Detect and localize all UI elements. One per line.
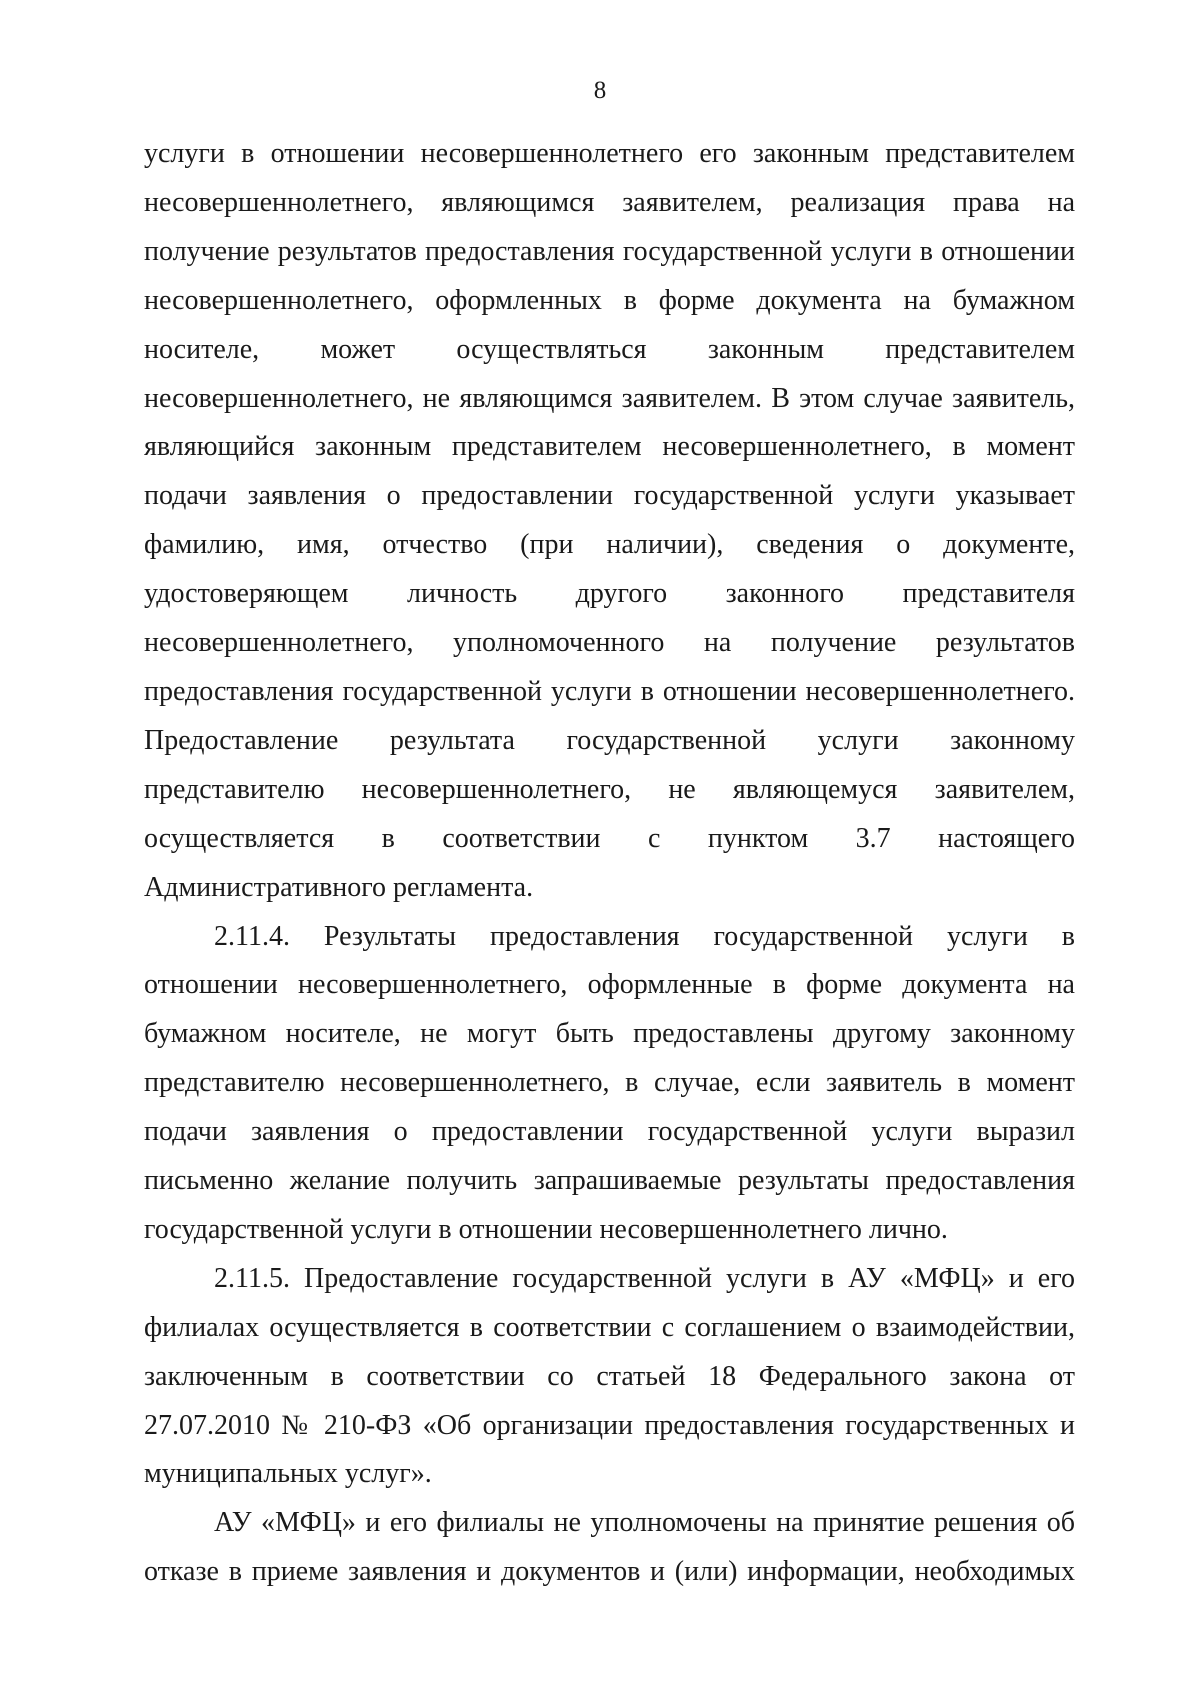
text-line: осуществляется в соответствии с пунктом 3.7 настоящего (144, 822, 1075, 854)
text-line: 2.11.5. Предоставление государственной услуги в АУ «МФЦ» и его (214, 1262, 1075, 1294)
text-line: несовершеннолетнего, являющимся заявителем, реализация права на (144, 186, 1075, 218)
paragraph-continuation (144, 130, 1075, 913)
text-line: отношении несовершеннолетнего, оформленные в форме документа на (144, 969, 1075, 1001)
paragraph-mfc (144, 1499, 1075, 1597)
text-line: услуги в отношении несовершеннолетнего его законным представителем (144, 138, 1075, 169)
text-line-first (144, 913, 1075, 962)
text-line: предоставления государственной услуги в отношении несовершеннолетнего. (144, 675, 1075, 707)
text-line: подачи заявления о предоставлении государственной услуги указывает (144, 480, 1075, 512)
text-line: 27.07.2010 № 210-ФЗ «Об организации предоставления государственных и (144, 1409, 1075, 1441)
text-line: представителю несовершеннолетнего, в случае, если заявитель в момент (144, 1067, 1075, 1099)
text-line: муниципальных услуг». (144, 1458, 432, 1490)
text-line: несовершеннолетнего, не являющимся заявителем. В этом случае заявитель, (144, 382, 1075, 414)
paragraph-2-11-4 (144, 913, 1075, 1255)
text-line: Предоставление результата государственной услуги законному (144, 724, 1075, 756)
text-line: 2.11.4. Результаты предоставления государственной услуги в (214, 920, 1075, 952)
text-line: получение результатов предоставления государственной услуги в отношении (144, 235, 1075, 267)
text-line: фамилию, имя, отчество (при наличии), сведения о документе, (144, 529, 1075, 561)
text-line: АУ «МФЦ» и его филиалы не уполномочены на принятие решения об (214, 1507, 1075, 1539)
paragraph-2-11-5 (144, 1255, 1075, 1500)
text-line: несовершеннолетнего, оформленных в форме документа на бумажном (144, 284, 1075, 316)
text-line: несовершеннолетнего, уполномоченного на получение результатов (144, 627, 1075, 659)
text-line: являющийся законным представителем несовершеннолетнего, в момент (144, 431, 1075, 463)
text-line: отказе в приеме заявления и документов и (или) информации, необходимых (144, 1556, 1075, 1588)
document-body (144, 130, 1075, 1597)
text-line: удостоверяющем личность другого законного представителя (144, 578, 1075, 610)
text-line: заключенным в соответствии со статьей 18 Федерального закона от (144, 1360, 1075, 1392)
text-line: подачи заявления о предоставлении государственной услуги выразил (144, 1116, 1075, 1148)
text-line: носителе, может осуществляться законным представителем (144, 333, 1075, 365)
text-line: государственной услуги в отношении несовершеннолетнего лично. (144, 1213, 948, 1245)
text-line: представителю несовершеннолетнего, не являющемуся заявителем, (144, 773, 1075, 805)
text-line-first (144, 1255, 1075, 1304)
text-line: Административного регламента. (144, 871, 534, 903)
page-number: 8 (593, 77, 607, 104)
text-line: бумажном носителе, не могут быть предоставлены другому законному (144, 1018, 1075, 1050)
text-line: филиалах осуществляется в соответствии с соглашением о взаимодействии, (144, 1311, 1075, 1343)
text-line: письменно желание получить запрашиваемые результаты предоставления (144, 1165, 1075, 1197)
text-line-first (144, 1499, 1075, 1548)
